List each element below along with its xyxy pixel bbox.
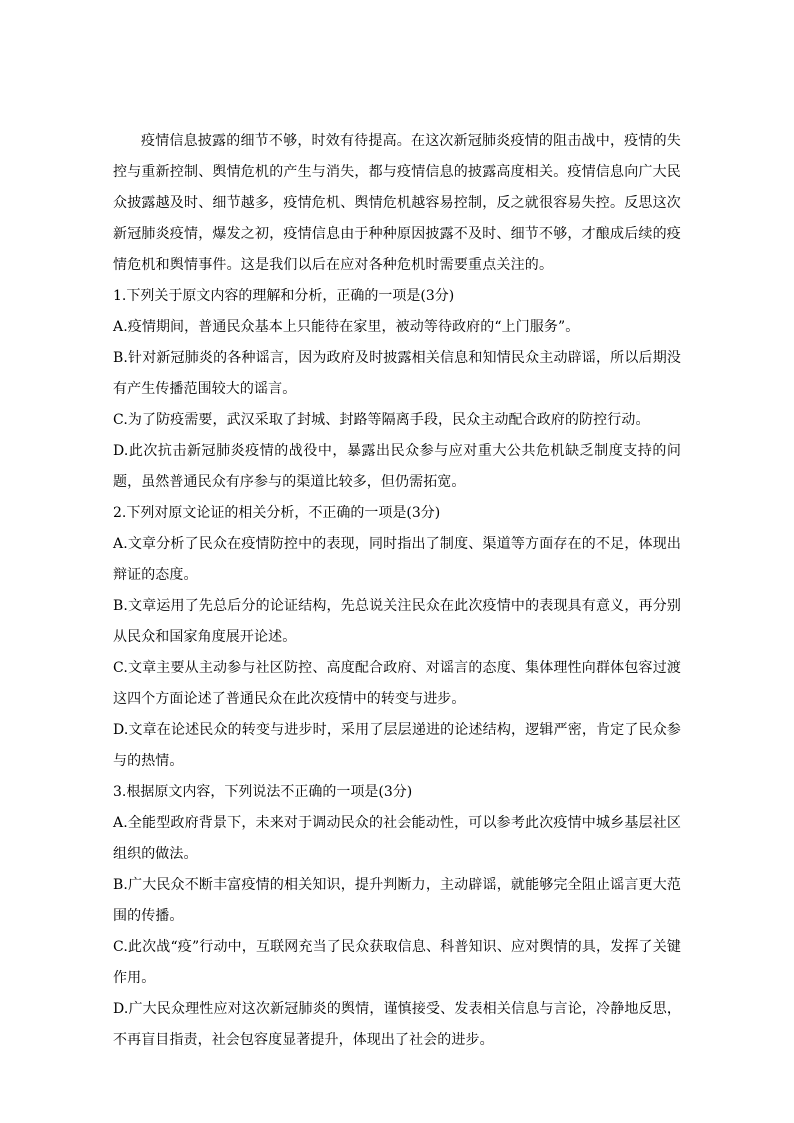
question-stem: 3.根据原文内容，下列说法不正确的一项是(3分) xyxy=(113,784,413,800)
question-1 xyxy=(113,281,681,498)
option-c: C.此次战“疫”行动中，互联网充当了民众获取信息、科普知识、应对舆情的具，发挥了关键作用。 xyxy=(113,939,681,986)
option-a: A.文章分析了民众在疫情防控中的表现，同时指出了制度、渠道等方面存在的不足，体现出辩证的态度。 xyxy=(113,536,681,583)
option-a: A.疫情期间，普通民众基本上只能待在家里，被动等待政府的“上门服务”。 xyxy=(113,319,580,335)
option-b: B.广大民众不断丰富疫情的相关知识，提升判断力，主动辟谣，就能够完全阻止谣言更大范围的传播。 xyxy=(113,877,681,924)
option-d: D.广大民众理性应对这次新冠肺炎的舆情，谨慎接受、发表相关信息与言论，冷静地反思，不再盲目指责，社会包容度显著提升，体现出了社会的进步。 xyxy=(113,1001,681,1048)
option-b: B.针对新冠肺炎的各种谣言，因为政府及时披露相关信息和知情民众主动辟谣，所以后期没有产生传播范围较大的谣言。 xyxy=(113,350,681,397)
question-stem: 1.下列关于原文内容的理解和分析，正确的一项是(3分) xyxy=(113,288,455,304)
option-a: A.全能型政府背景下，未来对于调动民众的社会能动性，可以参考此次疫情中城乡基层社区组织的做法。 xyxy=(113,815,681,862)
question-stem: 2.下列对原文论证的相关分析，不正确的一项是(3分) xyxy=(113,505,441,521)
option-c: C.文章主要从主动参与社区防控、高度配合政府、对谣言的态度、集体理性向群体包容过渡这四个方面论述了普通民众在此次疫情中的转变与进步。 xyxy=(113,660,681,707)
option-b: B.文章运用了先总后分的论证结构，先总说关注民众在此次疫情中的表现具有意义，再分别从民众和国家角度展开论述。 xyxy=(113,598,681,645)
passage-paragraph: 疫情信息披露的细节不够，时效有待提高。在这次新冠肺炎疫情的阻击战中，疫情的失控与重新控制、舆情危机的产生与消失，都与疫情信息的披露高度相关。疫情信息向广大民众披露越及时、细节越多，疫情危机、舆情危机越容易控制，反之就很容易失控。反思这次新冠肺炎疫情，爆发之初，疫情信息由于种种原因披露不及时、细节不够，才酿成后续的疫情危机和舆情事件。这是我们以后在应对各种危机时需要重点关注的。 xyxy=(113,133,681,273)
option-c: C.为了防疫需要，武汉采取了封城、封路等隔离手段，民众主动配合政府的防控行动。 xyxy=(113,412,650,428)
document-page xyxy=(113,126,681,1056)
option-d: D.文章在论述民众的转变与进步时，采用了层层递进的论述结构，逻辑严密，肯定了民众参与的热情。 xyxy=(113,722,681,769)
question-3 xyxy=(113,777,681,1056)
question-2 xyxy=(113,498,681,777)
option-d: D.此次抗击新冠肺炎疫情的战役中，暴露出民众参与应对重大公共危机缺乏制度支持的问题，虽然普通民众有序参与的渠道比较多，但仍需拓宽。 xyxy=(113,443,681,490)
